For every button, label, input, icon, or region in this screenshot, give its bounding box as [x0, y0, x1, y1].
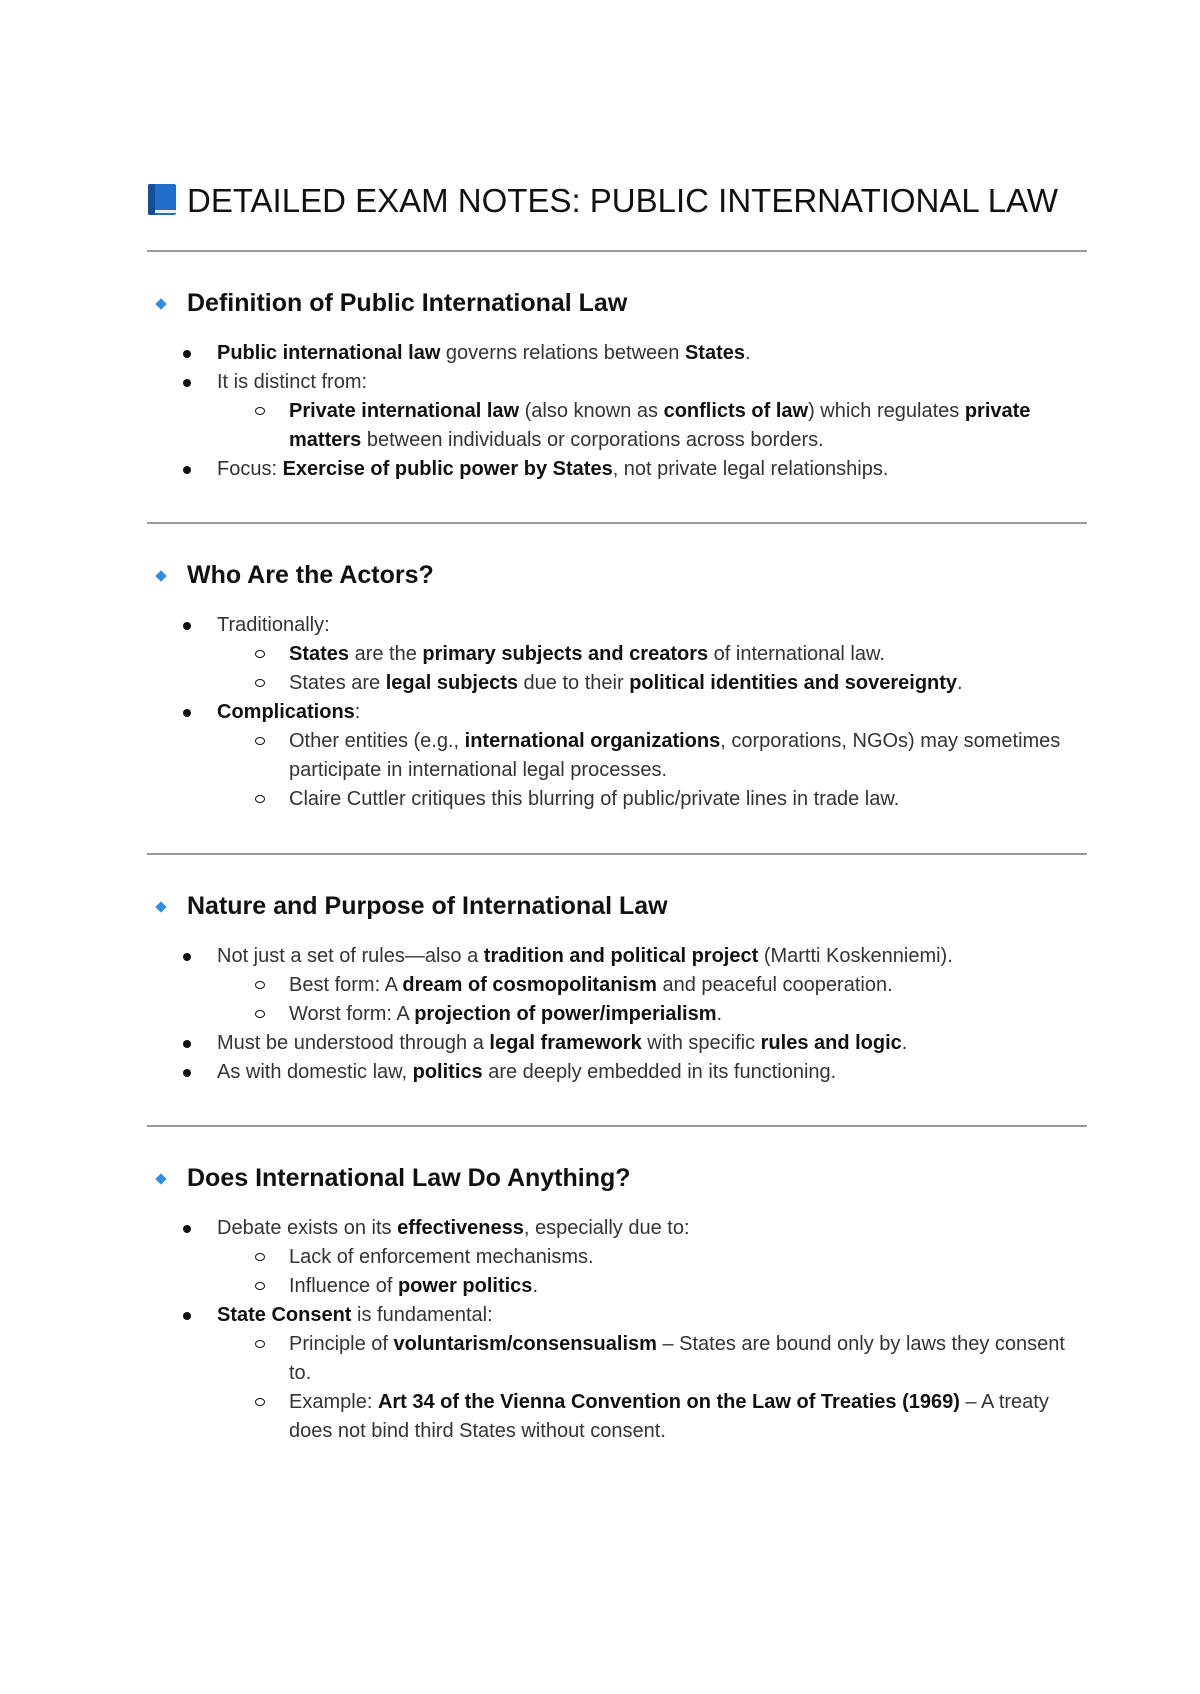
list-item: Complications: — [147, 698, 1087, 727]
bullet-list — [147, 611, 1087, 814]
list-item: Example: Art 34 of the Vienna Convention on the Law of Treaties (1969) – A treaty does not bind third States without consent. — [147, 1388, 1087, 1446]
divider — [147, 853, 1087, 855]
section-title: Definition of Public International Law — [187, 289, 628, 317]
divider — [147, 522, 1087, 524]
list-item: Other entities (e.g., international organizations, corporations, NGOs) may sometimes participate in international legal processes. — [147, 727, 1087, 785]
list-item: Best form: A dream of cosmopolitanism and peaceful cooperation. — [147, 971, 1087, 1000]
list-item: Focus: Exercise of public power by States, not private legal relationships. — [147, 455, 1087, 484]
blue-diamond-icon — [155, 1173, 166, 1184]
section-title: Who Are the Actors? — [187, 561, 434, 589]
list-item: It is distinct from: — [147, 368, 1087, 397]
bullet-list — [147, 1214, 1087, 1446]
list-item: Debate exists on its effectiveness, especially due to: — [147, 1214, 1087, 1243]
document-page — [147, 178, 1087, 1446]
list-item: Influence of power politics. — [147, 1272, 1087, 1301]
divider — [147, 1125, 1087, 1127]
page-title — [147, 178, 1087, 224]
list-item: Private international law (also known as conflicts of law) which regulates private matters between individuals or corporations across borders. — [147, 397, 1087, 455]
list-item: As with domestic law, politics are deeply embedded in its functioning. — [147, 1058, 1087, 1087]
bullet-list — [147, 339, 1087, 484]
blue-diamond-icon — [155, 570, 166, 581]
section-heading — [147, 892, 1087, 921]
list-item: State Consent is fundamental: — [147, 1301, 1087, 1330]
list-item: Traditionally: — [147, 611, 1087, 640]
blue-diamond-icon — [155, 298, 166, 309]
blue-diamond-icon — [155, 901, 166, 912]
list-item: Must be understood through a legal framework with specific rules and logic. — [147, 1029, 1087, 1058]
section-title: Does International Law Do Anything? — [187, 1164, 631, 1192]
list-item: States are legal subjects due to their political identities and sovereignty. — [147, 669, 1087, 698]
section-title: Nature and Purpose of International Law — [187, 892, 668, 920]
list-item: Worst form: A projection of power/imperialism. — [147, 1000, 1087, 1029]
section-heading — [147, 561, 1087, 590]
section-heading — [147, 289, 1087, 318]
bullet-list — [147, 942, 1087, 1087]
page-title-text: DETAILED EXAM NOTES: PUBLIC INTERNATIONAL LAW — [187, 182, 1058, 219]
list-item: Public international law governs relations between States. — [147, 339, 1087, 368]
divider — [147, 250, 1087, 252]
section-heading — [147, 1164, 1087, 1193]
list-item: Claire Cuttler critiques this blurring of public/private lines in trade law. — [147, 785, 1087, 814]
list-item: Lack of enforcement mechanisms. — [147, 1243, 1087, 1272]
list-item: Not just a set of rules—also a tradition and political project (Martti Koskenniemi). — [147, 942, 1087, 971]
blue-book-icon — [147, 183, 177, 216]
list-item: Principle of voluntarism/consensualism – States are bound only by laws they consent to. — [147, 1330, 1087, 1388]
list-item: States are the primary subjects and creators of international law. — [147, 640, 1087, 669]
